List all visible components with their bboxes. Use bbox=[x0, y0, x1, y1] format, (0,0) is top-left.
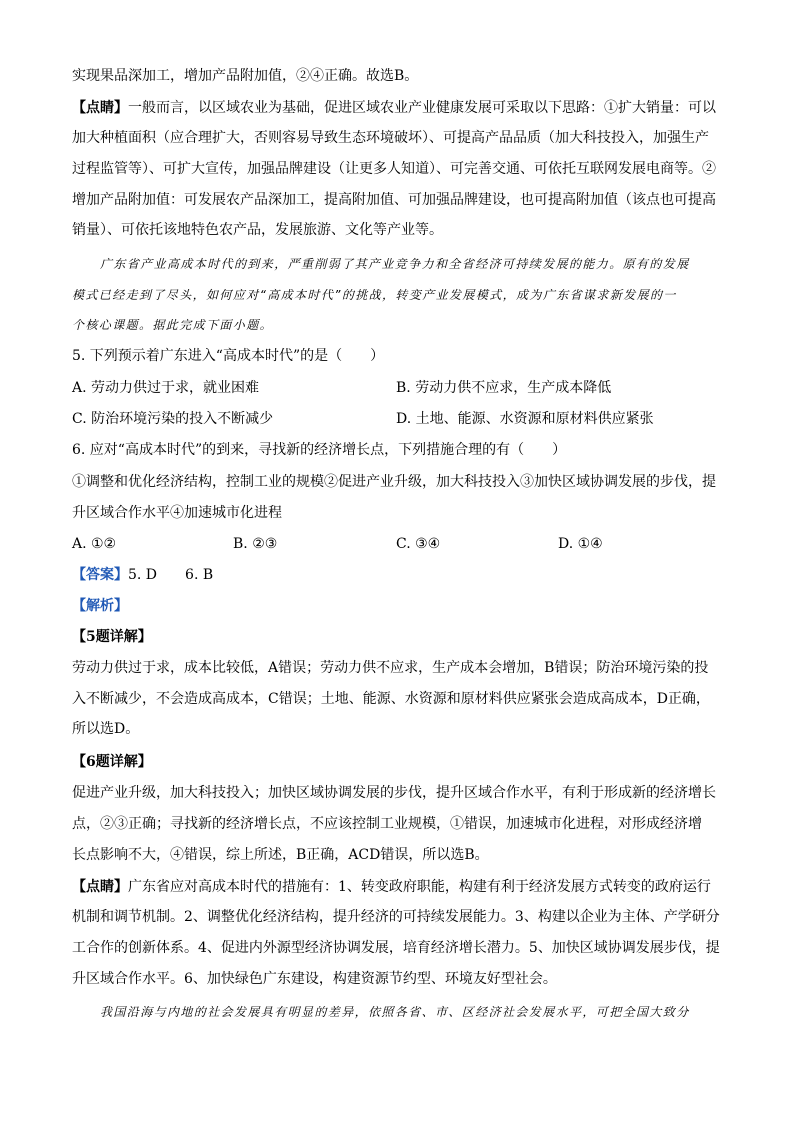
material-line: 个核心课题。据此完成下面小题。 bbox=[72, 318, 274, 332]
q5-option-a: A. 劳动力供过于求，就业困难 bbox=[72, 380, 260, 396]
text-line: 机制和调节机制。2、调整优化经济结构，提升经济的可持续发展能力。3、构建以企业为主体、产学研分 bbox=[72, 909, 720, 925]
q6-option-a: A. ①② bbox=[72, 536, 117, 552]
text-line: 增加产品附加值：可发展农产品深加工，提高附加值、可加强品牌建设，也可提高附加值（该点也可提高 bbox=[72, 192, 716, 208]
note-line bbox=[72, 98, 716, 118]
q6-option-b: B. ②③ bbox=[233, 536, 278, 552]
note-text: 一般而言，以区域农业为基础，促进区域农业产业健康发展可采取以下思路：①扩大销量：可以 bbox=[128, 100, 716, 116]
answer-label: 【答案】 bbox=[72, 567, 128, 583]
text-line: 入不断减少，不会造成高成本，C错误；土地、能源、水资源和原材料供应紧张会造成高成本，D正确， bbox=[72, 691, 710, 707]
q6-option-d: D. ①④ bbox=[558, 536, 603, 552]
q5-option-d: D. 土地、能源、水资源和原材料供应紧张 bbox=[396, 411, 654, 427]
text-line: 劳动力供过于求，成本比较低，A错误；劳动力供不应求，生产成本会增加，B错误；防治环境污染的投 bbox=[72, 660, 709, 676]
q5-option-c: C. 防治环境污染的投入不断减少 bbox=[72, 411, 274, 427]
answer-value: 5. D 6. B bbox=[128, 567, 214, 583]
material-line: 广东省产业高成本时代的到来，严重削弱了其产业竞争力和全省经济可持续发展的能力。原有的发展 bbox=[100, 257, 690, 271]
text-line: ①调整和优化经济结构，控制工业的规模②促进产业升级，加大科技投入③加快区域协调发展的步伐，提 bbox=[72, 474, 716, 490]
detail-6-heading: 【6题详解】 bbox=[72, 754, 152, 770]
material-line: 模式已经走到了尽头，如何应对“高成本时代”的挑战，转变产业发展模式，成为广东省谋求新发展的一 bbox=[72, 288, 677, 302]
detail-5-heading: 【5题详解】 bbox=[72, 629, 152, 645]
analysis-label: 【解析】 bbox=[72, 598, 128, 614]
q6-option-c: C. ③④ bbox=[396, 536, 441, 552]
question-5: 5. 下列预示着广东进入“高成本时代”的是（ ） bbox=[72, 348, 385, 364]
text-line: 促进产业升级，加大科技投入；加快区域协调发展的步伐，提升区域合作水平，有利于形成新的经济增长 bbox=[72, 785, 716, 801]
note-line bbox=[72, 877, 711, 897]
text-line: 升区域合作水平。6、加快绿色广东建设，构建资源节约型、环境友好型社会。 bbox=[72, 971, 557, 987]
q5-option-b: B. 劳动力供不应求，生产成本降低 bbox=[396, 380, 612, 396]
text-line: 点，②③正确；寻找新的经济增长点，不应该控制工业规模，①错误，加速城市化进程，对形成经济增 bbox=[72, 816, 702, 832]
text-line: 加大种植面积（应合理扩大，否则容易导致生态环境破坏）、可提高产品品质（加大科技投入，加强生产 bbox=[72, 130, 709, 146]
material-line: 我国沿海与内地的社会发展具有明显的差异，依照各省、市、区经济社会发展水平，可把全国大致分 bbox=[100, 1005, 690, 1019]
note-label: 【点睛】 bbox=[72, 100, 128, 116]
question-6: 6. 应对“高成本时代”的到来，寻找新的经济增长点，下列措施合理的有（ ） bbox=[72, 442, 567, 458]
note-text: 广东省应对高成本时代的措施有：1、转变政府职能，构建有利于经济发展方式转变的政府运行 bbox=[128, 879, 711, 895]
text-line: 工合作的创新体系。4、促进内外源型经济协调发展，培育经济增长潜力。5、加快区域协调发展步伐，提 bbox=[72, 940, 720, 956]
text-line: 长点影响不大，④错误，综上所述，B正确，ACD错误，所以选B。 bbox=[72, 847, 489, 863]
text-line: 销量）、可依托该地特色农产品，发展旅游、文化等产业等。 bbox=[72, 222, 443, 238]
note-label: 【点睛】 bbox=[72, 879, 128, 895]
text-line: 实现果品深加工，增加产品附加值，②④正确。故选B。 bbox=[72, 68, 419, 84]
text-line: 过程监管等）、可扩大宣传，加强品牌建设（让更多人知道）、可完善交通、可依托互联网发展电商等。② bbox=[72, 161, 716, 177]
text-line: 升区域合作水平④加速城市化进程 bbox=[72, 505, 282, 521]
answer-line bbox=[72, 565, 213, 585]
text-line: 所以选D。 bbox=[72, 721, 140, 737]
